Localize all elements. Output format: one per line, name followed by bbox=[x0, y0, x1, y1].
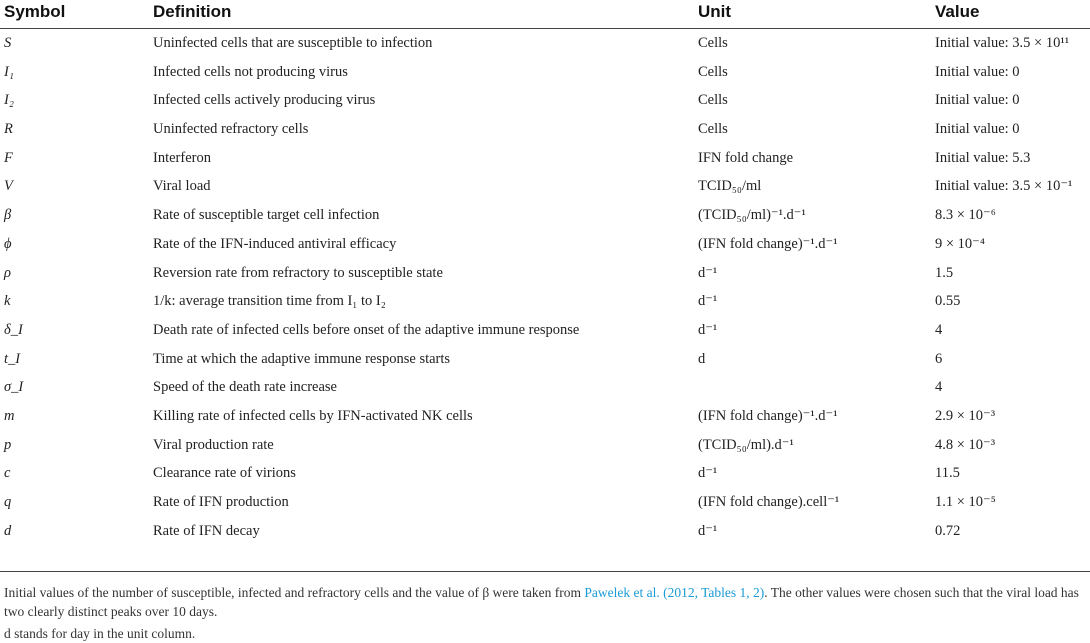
cell-value: 4.8 × 10⁻³ bbox=[935, 436, 996, 453]
cell-definition: Viral production rate bbox=[153, 436, 274, 453]
cell-definition: Rate of the IFN-induced antiviral efficacy bbox=[153, 235, 397, 252]
cell-symbol: S bbox=[4, 35, 12, 51]
table-row bbox=[0, 58, 1090, 87]
cell-value: 0.55 bbox=[935, 293, 961, 310]
cell-symbol: F bbox=[4, 149, 13, 166]
footnote-text-cont: . The other values were chosen such that the viral load has two clearly distinct peaks over 10 days. bbox=[4, 585, 1079, 619]
cell-definition: Uninfected refractory cells bbox=[153, 121, 309, 138]
cell-definition: Uninfected cells that are susceptible to infection bbox=[153, 35, 433, 51]
table-row bbox=[0, 86, 1090, 115]
cell-symbol: k bbox=[4, 293, 11, 310]
table-body bbox=[0, 29, 1090, 545]
table-row bbox=[0, 402, 1090, 431]
table-header bbox=[0, 0, 1090, 29]
cell-value: 6 bbox=[935, 350, 943, 367]
cell-symbol: δ_I bbox=[4, 321, 23, 338]
table-bottom-rule bbox=[0, 571, 1090, 572]
cell-unit: (IFN fold change)⁻¹.d⁻¹ bbox=[698, 235, 838, 252]
cell-value: Initial value: 0 bbox=[935, 121, 1020, 138]
table-row bbox=[0, 230, 1090, 259]
cell-symbol: c bbox=[4, 465, 11, 482]
table-row bbox=[0, 29, 1090, 58]
footnote-text: Initial values of the number of susceptible, infected and refractory cells and the value of β were taken from bbox=[4, 585, 585, 600]
table-row bbox=[0, 517, 1090, 546]
cell-symbol: I₁ bbox=[4, 63, 14, 80]
cell-value: 4 bbox=[935, 379, 943, 396]
cell-definition: Death rate of infected cells before onset of the adaptive immune response bbox=[153, 321, 580, 338]
cell-symbol: V bbox=[4, 178, 13, 195]
cell-definition: Infected cells actively producing virus bbox=[153, 92, 376, 109]
header-definition: Definition bbox=[153, 2, 232, 21]
table-row bbox=[0, 373, 1090, 402]
header-value: Value bbox=[935, 2, 980, 21]
cell-value: Initial value: 5.3 bbox=[935, 149, 1031, 166]
cell-value: Initial value: 0 bbox=[935, 63, 1020, 80]
cell-symbol: t_I bbox=[4, 350, 21, 367]
cell-unit: Cells bbox=[698, 121, 728, 138]
cell-unit: (IFN fold change).cell⁻¹ bbox=[698, 494, 840, 510]
table-row bbox=[0, 287, 1090, 316]
cell-symbol: σ_I bbox=[4, 379, 24, 396]
table-row bbox=[0, 172, 1090, 201]
table-row bbox=[0, 316, 1090, 345]
cell-unit: TCID₅₀/ml bbox=[698, 178, 762, 195]
cell-symbol: I₂ bbox=[4, 92, 14, 109]
cell-unit: d bbox=[698, 350, 706, 367]
cell-definition: Killing rate of infected cells by IFN-activated NK cells bbox=[153, 407, 473, 424]
cell-definition: Interferon bbox=[153, 149, 211, 166]
cell-value: Initial value: 3.5 × 10¹¹ bbox=[935, 35, 1070, 51]
cell-symbol: ϕ bbox=[4, 235, 12, 252]
header-unit: Unit bbox=[698, 2, 732, 21]
cell-value: 1.5 bbox=[935, 264, 954, 281]
cell-unit: Cells bbox=[698, 35, 728, 51]
cell-symbol: β bbox=[4, 207, 12, 224]
cell-unit: d⁻¹ bbox=[698, 465, 718, 482]
cell-unit: d⁻¹ bbox=[698, 293, 718, 310]
cell-definition: Reversion rate from refractory to susceptible state bbox=[153, 264, 443, 281]
table-row bbox=[0, 259, 1090, 288]
cell-unit: Cells bbox=[698, 92, 728, 109]
citation-link[interactable]: Pawelek et al. (2012, Tables 1, 2) bbox=[584, 585, 765, 600]
cell-unit: d⁻¹ bbox=[698, 522, 718, 539]
cell-definition: Rate of IFN decay bbox=[153, 522, 260, 539]
cell-unit: Cells bbox=[698, 63, 728, 80]
cell-unit: IFN fold change bbox=[698, 149, 794, 166]
table-row bbox=[0, 488, 1090, 517]
cell-definition: Infected cells not producing virus bbox=[153, 63, 348, 80]
cell-value: 11.5 bbox=[935, 465, 960, 482]
table-row bbox=[0, 144, 1090, 173]
cell-value: Initial value: 3.5 × 10⁻¹ bbox=[935, 178, 1073, 195]
table-row bbox=[0, 201, 1090, 230]
cell-unit: (IFN fold change)⁻¹.d⁻¹ bbox=[698, 407, 838, 424]
cell-symbol: R bbox=[4, 121, 13, 138]
cell-unit: d⁻¹ bbox=[698, 321, 718, 338]
cell-definition: 1/k: average transition time from I₁ to I₂ bbox=[153, 293, 386, 310]
cell-symbol: ρ bbox=[4, 264, 11, 281]
cell-definition: Rate of IFN production bbox=[153, 494, 289, 510]
cell-symbol: m bbox=[4, 407, 15, 424]
cell-value: 8.3 × 10⁻⁶ bbox=[935, 207, 996, 224]
cell-value: 1.1 × 10⁻⁵ bbox=[935, 494, 996, 510]
cell-definition: Viral load bbox=[153, 178, 211, 195]
cell-value: 4 bbox=[935, 321, 943, 338]
cell-unit: (TCID₅₀/ml)⁻¹.d⁻¹ bbox=[698, 207, 806, 224]
cell-value: 0.72 bbox=[935, 522, 961, 539]
cell-value: Initial value: 0 bbox=[935, 92, 1020, 109]
cell-value: 2.9 × 10⁻³ bbox=[935, 407, 996, 424]
table-row bbox=[0, 459, 1090, 488]
cell-unit: d⁻¹ bbox=[698, 264, 718, 281]
cell-definition: Time at which the adaptive immune response starts bbox=[153, 350, 451, 367]
footnote-unit-note: d stands for day in the unit column. bbox=[4, 626, 196, 641]
cell-definition: Rate of susceptible target cell infection bbox=[153, 207, 380, 224]
cell-value: 9 × 10⁻⁴ bbox=[935, 235, 985, 252]
cell-symbol: d bbox=[4, 522, 12, 539]
table-footnote bbox=[4, 583, 1084, 621]
table-row bbox=[0, 345, 1090, 374]
cell-symbol: p bbox=[4, 436, 12, 453]
cell-unit: (TCID₅₀/ml).d⁻¹ bbox=[698, 436, 794, 453]
cell-definition: Speed of the death rate increase bbox=[153, 379, 337, 396]
table-row bbox=[0, 115, 1090, 144]
header-symbol: Symbol bbox=[4, 2, 66, 21]
cell-symbol: q bbox=[4, 494, 12, 510]
table-row bbox=[0, 431, 1090, 460]
cell-definition: Clearance rate of virions bbox=[153, 465, 296, 482]
